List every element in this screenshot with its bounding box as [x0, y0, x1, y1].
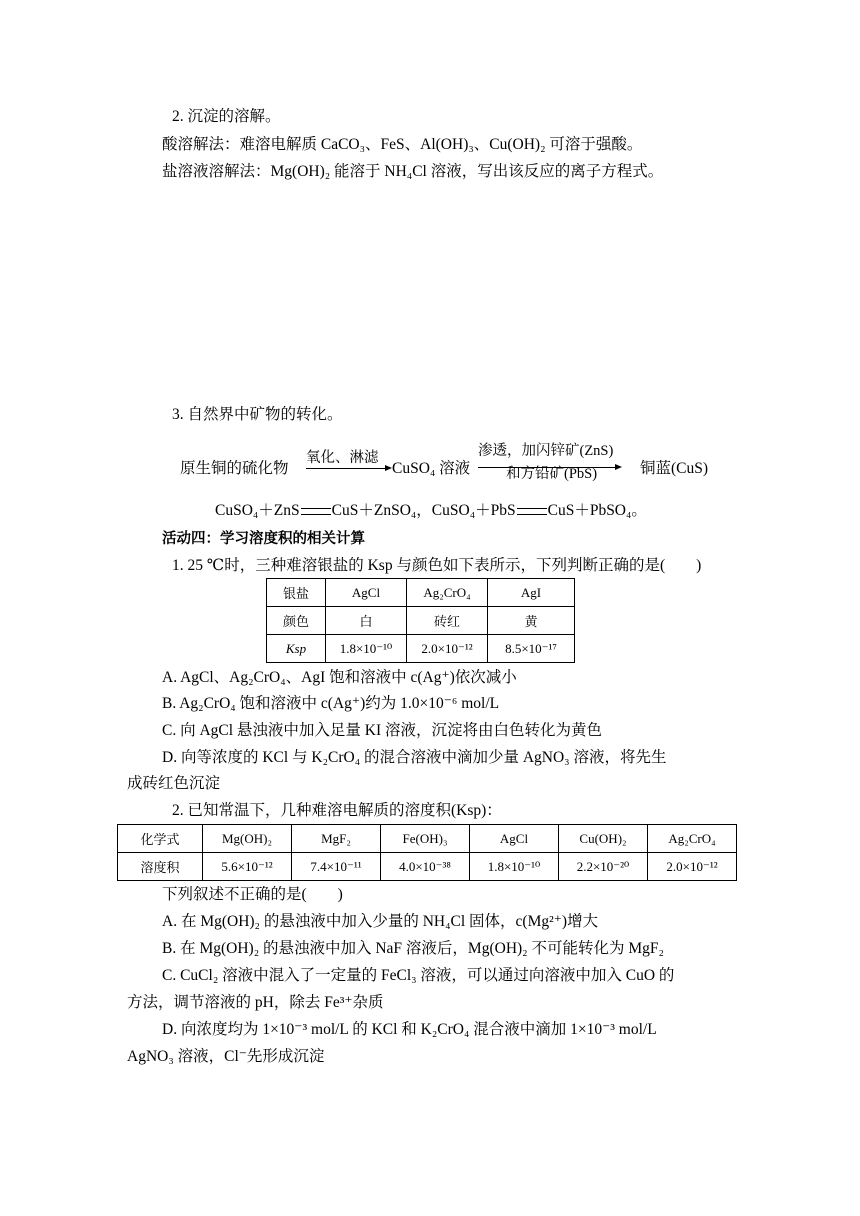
- table-cell: 黄: [488, 607, 575, 635]
- flow-end: 铜蓝(CuS): [640, 460, 709, 477]
- arrow2-label-top: 渗透，加闪锌矿(ZnS): [478, 443, 614, 459]
- q2-option-a: A. 在 Mg(OH)₂ 的悬浊液中加入少量的 NH₄Cl 固体，c(Mg²⁺)增大: [162, 913, 599, 930]
- table-cell: Ksp: [267, 635, 326, 663]
- q1-option-b: B. Ag₂CrO₄ 饱和溶液中 c(Ag⁺)约为 1.0×10⁻⁶ mol/L: [162, 695, 500, 712]
- table-cell: AgCl: [326, 579, 407, 607]
- q2-option-d-cont: AgNO₃ 溶液，Cl⁻先形成沉淀: [127, 1048, 325, 1065]
- table-cell: Mg(OH)₂: [203, 825, 292, 853]
- table-cell: 5.6×10⁻¹²: [203, 853, 292, 881]
- reaction-equations: [215, 500, 647, 522]
- arrow1-head: [385, 465, 392, 471]
- table-row: [118, 853, 737, 881]
- table-cell: 化学式: [118, 825, 203, 853]
- table-cell: Cu(OH)₂: [559, 825, 648, 853]
- table-cell: 1.8×10⁻¹⁰: [326, 635, 407, 663]
- section-3-title: 3. 自然界中矿物的转化。: [172, 406, 343, 423]
- eq-part-b: CuS＋ZnSO₄，CuSO₄＋PbS: [331, 502, 516, 519]
- table-row: [267, 635, 575, 663]
- q2-option-c: C. CuCl₂ 溶液中混入了一定量的 FeCl₃ 溶液，可以通过向溶液中加入 CuO 的: [162, 967, 675, 984]
- eq-part-c: CuS＋PbSO₄。: [547, 502, 647, 519]
- q1-option-c: C. 向 AgCl 悬浊液中加入足量 KI 溶液，沉淀将由白色转化为黄色: [162, 722, 603, 739]
- flow-mid: CuSO₄ 溶液: [392, 460, 471, 477]
- table-cell: AgI: [488, 579, 575, 607]
- salt-dissolution-text: 盐溶液溶解法：Mg(OH)₂ 能溶于 NH₄Cl 溶液，写出该反应的离子方程式。: [162, 163, 664, 180]
- table-cell: Ag₂CrO₄: [648, 825, 737, 853]
- table-cell: 1.8×10⁻¹⁰: [470, 853, 559, 881]
- table-cell: 2.2×10⁻²⁰: [559, 853, 648, 881]
- table-cell: 7.4×10⁻¹¹: [292, 853, 381, 881]
- q2-table: [117, 824, 737, 881]
- arrow1-label: 氧化、淋滤: [306, 450, 379, 466]
- eq-part-a: CuSO₄＋ZnS: [215, 502, 300, 519]
- table-row: [267, 607, 575, 635]
- activity4-heading: 活动四：学习溶度积的相关计算: [162, 531, 365, 547]
- acid-dissolution-text: 酸溶解法：难溶电解质 CaCO₃、FeS、Al(OH)₃、Cu(OH)₂ 可溶于强酸。: [162, 136, 643, 153]
- table-cell: 银盐: [267, 579, 326, 607]
- q2-option-b: B. 在 Mg(OH)₂ 的悬浊液中加入 NaF 溶液后，Mg(OH)₂ 不可能转化为 MgF₂: [162, 940, 664, 957]
- flow-start: 原生铜的硫化物: [180, 460, 289, 477]
- q1-table: [266, 578, 575, 663]
- equals-sign: [301, 508, 331, 515]
- arrow2-head: [615, 464, 622, 470]
- arrow2-label-bottom: 和方铅矿(PbS): [506, 466, 598, 482]
- equals-sign: [517, 508, 547, 515]
- q2-option-c-cont: 方法，调节溶液的 pH，除去 Fe³⁺杂质: [127, 994, 384, 1011]
- q2-stem: 2. 已知常温下，几种难溶电解质的溶度积(Ksp)：: [172, 802, 502, 819]
- table-cell: Ag₂CrO₄: [407, 579, 488, 607]
- q1-stem: 1. 25 ℃时，三种难溶银盐的 Ksp 与颜色如下表所示，下列判断正确的是( ): [172, 557, 702, 574]
- table-cell: 2.0×10⁻¹²: [648, 853, 737, 881]
- table-row: [267, 579, 575, 607]
- q1-option-d: D. 向等浓度的 KCl 与 K₂CrO₄ 的混合溶液中滴加少量 AgNO₃ 溶液，将先生: [162, 749, 667, 766]
- q1-option-d-cont: 成砖红色沉淀: [127, 775, 221, 792]
- table-cell: Fe(OH)₃: [381, 825, 470, 853]
- table-cell: 颜色: [267, 607, 326, 635]
- table-cell: 白: [326, 607, 407, 635]
- section-2-title: 2. 沉淀的溶解。: [172, 108, 281, 125]
- table-cell: 4.0×10⁻³⁸: [381, 853, 470, 881]
- table-cell: 砖红: [407, 607, 488, 635]
- table-cell: 溶度积: [118, 853, 203, 881]
- table-cell: 2.0×10⁻¹²: [407, 635, 488, 663]
- q2-option-d: D. 向浓度均为 1×10⁻³ mol/L 的 KCl 和 K₂CrO₄ 混合液中滴加 1×10⁻³ mol/L: [162, 1021, 657, 1038]
- q1-option-a: A. AgCl、Ag₂CrO₄、AgI 饱和溶液中 c(Ag⁺)依次减小: [162, 669, 517, 686]
- arrow1-line: [306, 468, 386, 469]
- table-cell: 8.5×10⁻¹⁷: [488, 635, 575, 663]
- table-cell: AgCl: [470, 825, 559, 853]
- table-row: [118, 825, 737, 853]
- table-cell: MgF₂: [292, 825, 381, 853]
- q2-ask: 下列叙述不正确的是( ): [162, 886, 343, 903]
